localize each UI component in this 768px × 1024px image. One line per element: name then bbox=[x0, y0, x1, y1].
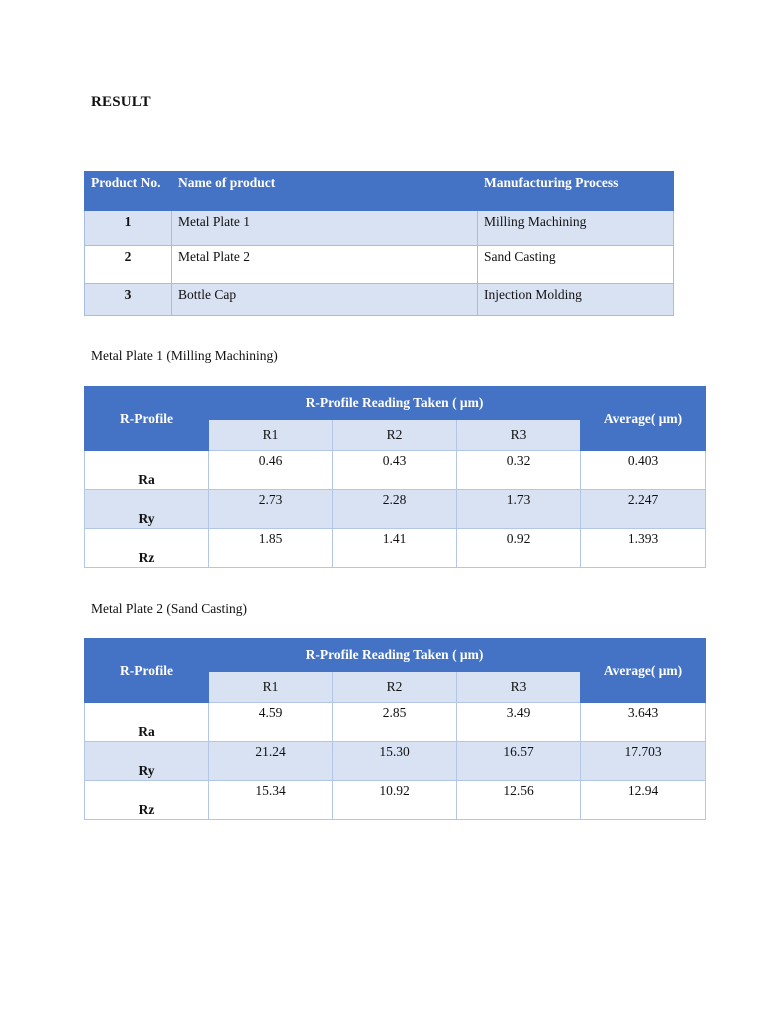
reading-cell: 4.59 bbox=[209, 703, 333, 742]
page-heading: RESULT bbox=[91, 94, 151, 110]
reading-cell: 0.43 bbox=[333, 451, 457, 490]
table-row bbox=[85, 211, 674, 246]
reading-cell: 16.57 bbox=[457, 742, 581, 781]
r-profile-table-plate-2 bbox=[84, 638, 706, 820]
average-cell: 17.703 bbox=[581, 742, 706, 781]
table-row bbox=[85, 529, 706, 568]
table-row bbox=[85, 246, 674, 284]
average-header: Average( μm) bbox=[581, 639, 706, 703]
table-caption: Metal Plate 1 (Milling Machining) bbox=[91, 348, 278, 363]
average-cell: 12.94 bbox=[581, 781, 706, 820]
table-row bbox=[85, 781, 706, 820]
reading-cell: 2.73 bbox=[209, 490, 333, 529]
reading-cell: 21.24 bbox=[209, 742, 333, 781]
product-name: Metal Plate 1 bbox=[172, 211, 478, 246]
table-row bbox=[85, 703, 706, 742]
sub-header-r3: R3 bbox=[457, 672, 581, 703]
row-label: Rz bbox=[85, 529, 209, 568]
reading-cell: 1.85 bbox=[209, 529, 333, 568]
average-header: Average( μm) bbox=[581, 387, 706, 451]
average-cell: 1.393 bbox=[581, 529, 706, 568]
reading-cell: 0.32 bbox=[457, 451, 581, 490]
manufacturing-process: Sand Casting bbox=[478, 246, 674, 284]
column-header: Name of product bbox=[172, 172, 478, 211]
reading-cell: 1.41 bbox=[333, 529, 457, 568]
reading-cell: 0.46 bbox=[209, 451, 333, 490]
sub-header-r2: R2 bbox=[333, 672, 457, 703]
readings-group-header: R-Profile Reading Taken ( μm) bbox=[209, 639, 581, 672]
r-profile-header: R-Profile bbox=[85, 387, 209, 451]
product-name: Bottle Cap bbox=[172, 284, 478, 316]
row-label: Ry bbox=[85, 742, 209, 781]
table-row bbox=[85, 451, 706, 490]
readings-group-header: R-Profile Reading Taken ( μm) bbox=[209, 387, 581, 420]
sub-header-r2: R2 bbox=[333, 420, 457, 451]
average-cell: 3.643 bbox=[581, 703, 706, 742]
r-profile-header: R-Profile bbox=[85, 639, 209, 703]
reading-cell: 0.92 bbox=[457, 529, 581, 568]
reading-cell: 12.56 bbox=[457, 781, 581, 820]
reading-cell: 15.30 bbox=[333, 742, 457, 781]
manufacturing-process: Injection Molding bbox=[478, 284, 674, 316]
average-cell: 0.403 bbox=[581, 451, 706, 490]
sub-header-r1: R1 bbox=[209, 420, 333, 451]
table-header-row bbox=[85, 172, 674, 211]
r-profile-table-plate-1 bbox=[84, 386, 706, 568]
row-label: Ra bbox=[85, 451, 209, 490]
products-table bbox=[84, 171, 674, 316]
product-name: Metal Plate 2 bbox=[172, 246, 478, 284]
reading-cell: 15.34 bbox=[209, 781, 333, 820]
table-caption: Metal Plate 2 (Sand Casting) bbox=[91, 601, 247, 616]
product-number: 2 bbox=[85, 246, 172, 284]
sub-header-r1: R1 bbox=[209, 672, 333, 703]
table-row bbox=[85, 284, 674, 316]
column-header: Product No. bbox=[85, 172, 172, 211]
manufacturing-process: Milling Machining bbox=[478, 211, 674, 246]
average-cell: 2.247 bbox=[581, 490, 706, 529]
reading-cell: 10.92 bbox=[333, 781, 457, 820]
sub-header-r3: R3 bbox=[457, 420, 581, 451]
table-row bbox=[85, 490, 706, 529]
row-label: Ry bbox=[85, 490, 209, 529]
column-header: Manufacturing Process bbox=[478, 172, 674, 211]
product-number: 3 bbox=[85, 284, 172, 316]
reading-cell: 3.49 bbox=[457, 703, 581, 742]
reading-cell: 1.73 bbox=[457, 490, 581, 529]
reading-cell: 2.85 bbox=[333, 703, 457, 742]
reading-cell: 2.28 bbox=[333, 490, 457, 529]
table-row bbox=[85, 742, 706, 781]
product-number: 1 bbox=[85, 211, 172, 246]
row-label: Ra bbox=[85, 703, 209, 742]
row-label: Rz bbox=[85, 781, 209, 820]
